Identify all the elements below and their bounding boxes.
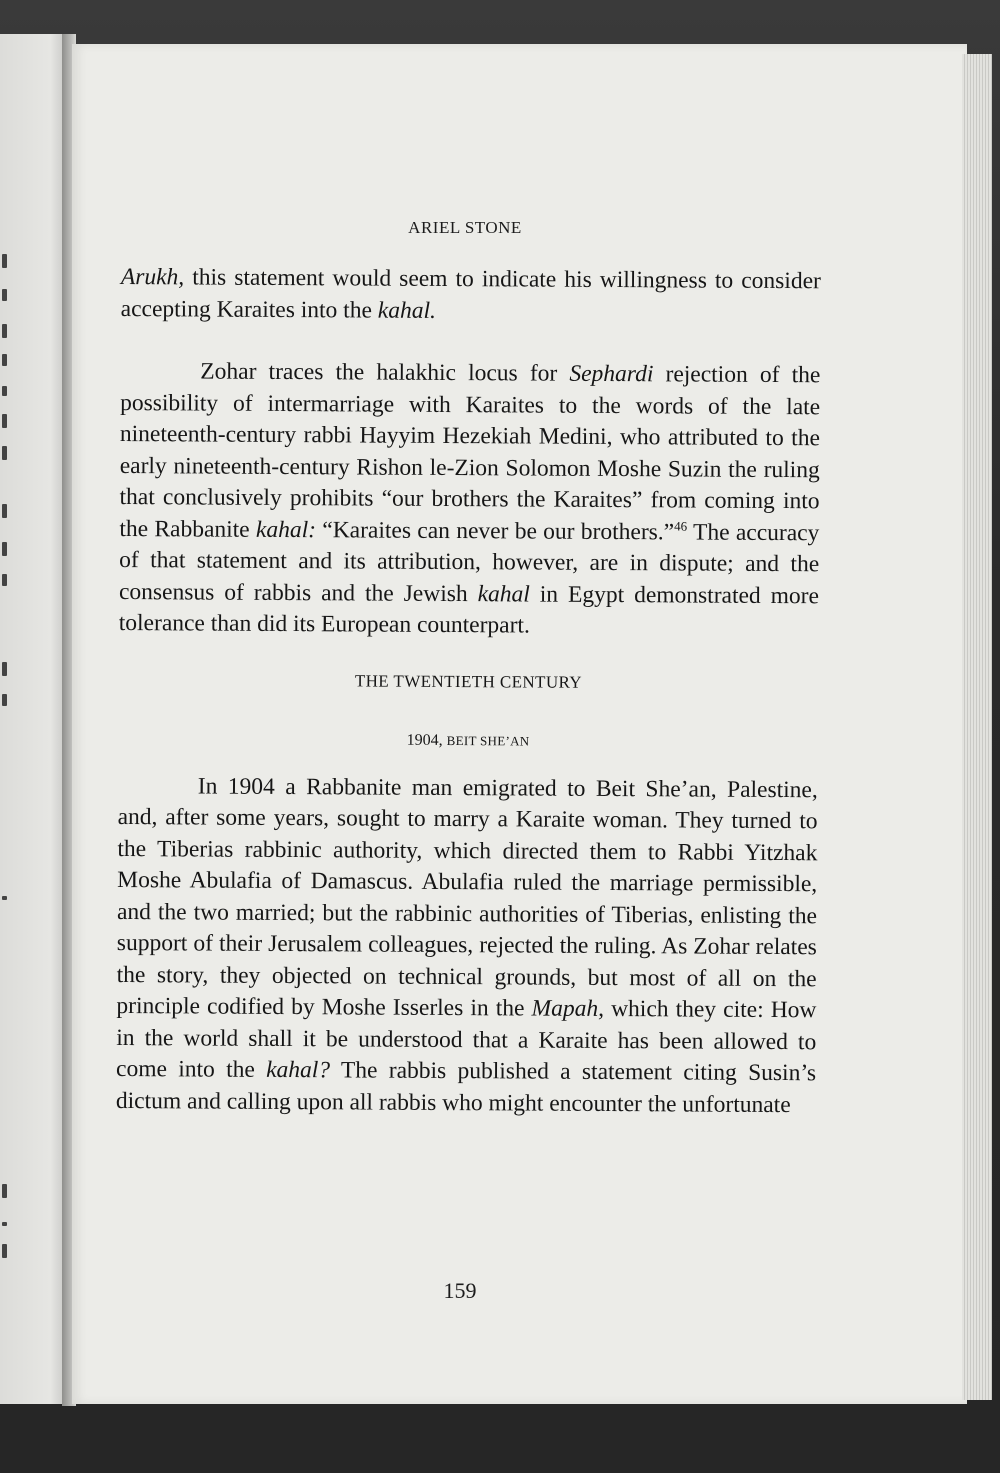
page-number: 159 [443, 1278, 477, 1303]
text-run: Zohar traces the halakhic locus for [200, 358, 570, 387]
paragraph-zohar-locus [119, 356, 821, 644]
italic-run: Mapah, [531, 995, 605, 1022]
body-text [116, 262, 821, 1121]
italic-run: Arukh, [120, 263, 185, 291]
previous-page-text-fragments [0, 34, 12, 1404]
italic-run: kahal? [266, 1056, 331, 1084]
italic-run: kahal. [377, 297, 436, 324]
text-run: “Karaites can never be our brothers.” [315, 516, 675, 545]
subheading-year: 1904, [406, 731, 443, 749]
text-run: rejection of the possibility of intermarriage with Karaites to the words of the late nineteenth-century rabbi Hayyim Hezekiah Medini, who attributed to the early nineteenth-century Rishon le-Zion Solomon Moshe Suzin the ruling that conclusively prohibits “our brothers the Karaites” from coming into the Rabbanite [119, 361, 821, 543]
subheading [118, 723, 818, 759]
paragraph-beit-shean [116, 770, 818, 1121]
footnote-ref: 46 [674, 518, 688, 534]
text-run: this statement would seem to indicate his willingness to consider accepting Karaites into the [120, 264, 821, 324]
section-heading: THE TWENTIETH CENTURY [354, 670, 583, 692]
text-run: which they cite: How in the world shall it be understood that a Karaite has been allowed to come into the [115, 995, 817, 1083]
text-run: The rabbis published a statement citing Susin’s dictum and calling upon all rabbis who might encounter the unfortunate [115, 1057, 817, 1118]
italic-run: Sephardi [569, 360, 654, 388]
running-head: ARIEL STONE [408, 218, 522, 237]
page-stack-edge [962, 54, 992, 1400]
paragraph-continuation [121, 262, 821, 329]
text-run: The accuracy of that statement and its attribution, however, are in dispute; and the consensus of rabbis and the Jewish [118, 518, 820, 607]
italic-run: kahal [477, 580, 530, 608]
text-run: In 1904 a Rabbanite man emigrated to Beit She’an, Palestine, and, after some years, sought to marry a Karaite woman. They turned to the Tiberias rabbinic authority, which directed them to Rabbi Yitzhak Moshe Abulafia of Damascus. Abulafia ruled the marriage permissible, and the two married; but the rabbinic authorities of Tiberias, enlisting the support of their Jerusalem colleagues, rejected the ruling. As Zohar relates the story, they objected on technical grounds, but most of all on the principle codified by Moshe Isserles in the [116, 772, 818, 1022]
text-run: in Egypt demonstrated more tolerance than did its European counterpart. [118, 581, 820, 639]
subheading-place: BEIT SHE’AN [446, 732, 530, 749]
italic-run: kahal: [255, 516, 317, 543]
